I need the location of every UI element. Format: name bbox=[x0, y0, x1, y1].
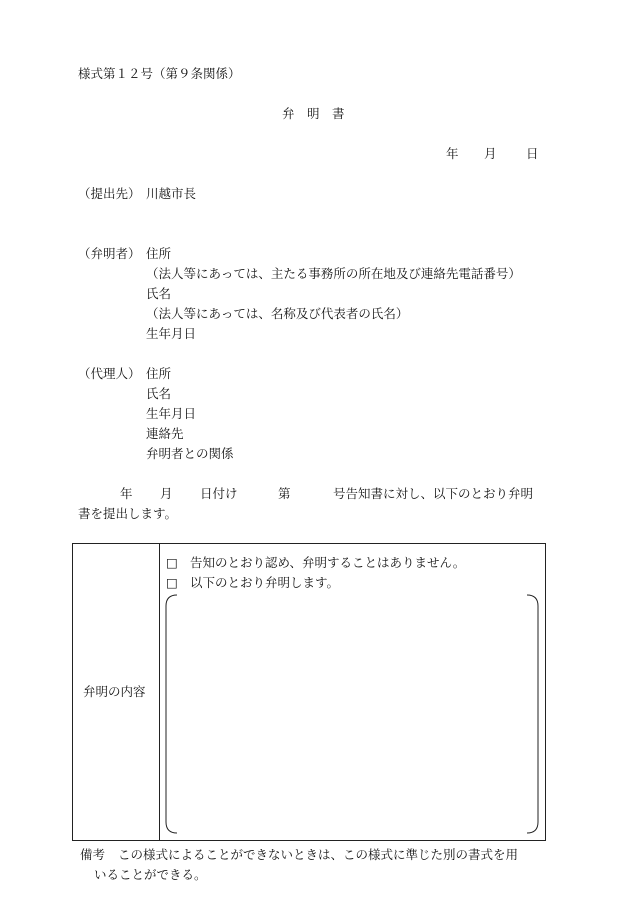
option-defend-label: 以下のとおり弁明します。 bbox=[190, 575, 340, 590]
date-month: 月 bbox=[484, 146, 497, 161]
statement-year: 年 bbox=[120, 486, 133, 501]
date-day: 日 bbox=[526, 146, 539, 161]
defense-content-table bbox=[72, 543, 546, 841]
date-year: 年 bbox=[446, 146, 459, 161]
statement-month: 月 bbox=[160, 486, 173, 501]
agent-relation: 弁明者との関係 bbox=[146, 446, 234, 461]
remarks-text: この様式によることができないときは、この様式に準じた別の書式を用 bbox=[118, 847, 519, 862]
agent-name: 氏名 bbox=[146, 386, 172, 401]
respondent-name-note: （法人等にあっては、名称及び代表者の氏名） bbox=[146, 306, 409, 321]
option-admit[interactable] bbox=[166, 555, 465, 571]
defense-text-area[interactable] bbox=[165, 594, 539, 834]
statement-line-2: 書を提出します。 bbox=[78, 506, 178, 521]
statement-number-prefix: 第 bbox=[278, 486, 291, 501]
form-number: 様式第１２号（第９条関係） bbox=[78, 66, 241, 81]
bracket-left bbox=[166, 595, 177, 833]
statement-tail: 号告知書に対し、以下のとおり弁明 bbox=[333, 486, 534, 501]
respondent-name: 氏名 bbox=[146, 286, 172, 301]
table-divider bbox=[159, 544, 160, 840]
remarks-label: 備考 bbox=[80, 847, 106, 862]
remarks-line-2: いることができる。 bbox=[94, 867, 207, 882]
recipient-value: 川越市長 bbox=[146, 186, 197, 201]
option-admit-label: 告知のとおり認め、弁明することはありません。 bbox=[190, 555, 466, 570]
agent-label: （代理人） bbox=[78, 366, 141, 381]
statement-dated: 日付け bbox=[200, 486, 238, 501]
respondent-address: 住所 bbox=[146, 246, 172, 261]
option-defend[interactable] bbox=[166, 575, 339, 591]
respondent-address-note: （法人等にあっては、主たる事務所の所在地及び連絡先電話番号） bbox=[146, 266, 521, 281]
respondent-birthdate: 生年月日 bbox=[146, 326, 197, 341]
agent-birthdate: 生年月日 bbox=[146, 406, 197, 421]
respondent-label: （弁明者） bbox=[78, 246, 141, 261]
checkbox-icon[interactable]: □ bbox=[166, 555, 178, 570]
agent-contact: 連絡先 bbox=[146, 426, 184, 441]
agent-address: 住所 bbox=[146, 366, 172, 381]
defense-content-label: 弁明の内容 bbox=[83, 684, 146, 699]
document-title: 弁 明 書 bbox=[282, 106, 345, 121]
recipient-label: （提出先） bbox=[78, 186, 141, 201]
checkbox-icon[interactable]: □ bbox=[166, 575, 178, 590]
bracket-right bbox=[527, 595, 538, 833]
